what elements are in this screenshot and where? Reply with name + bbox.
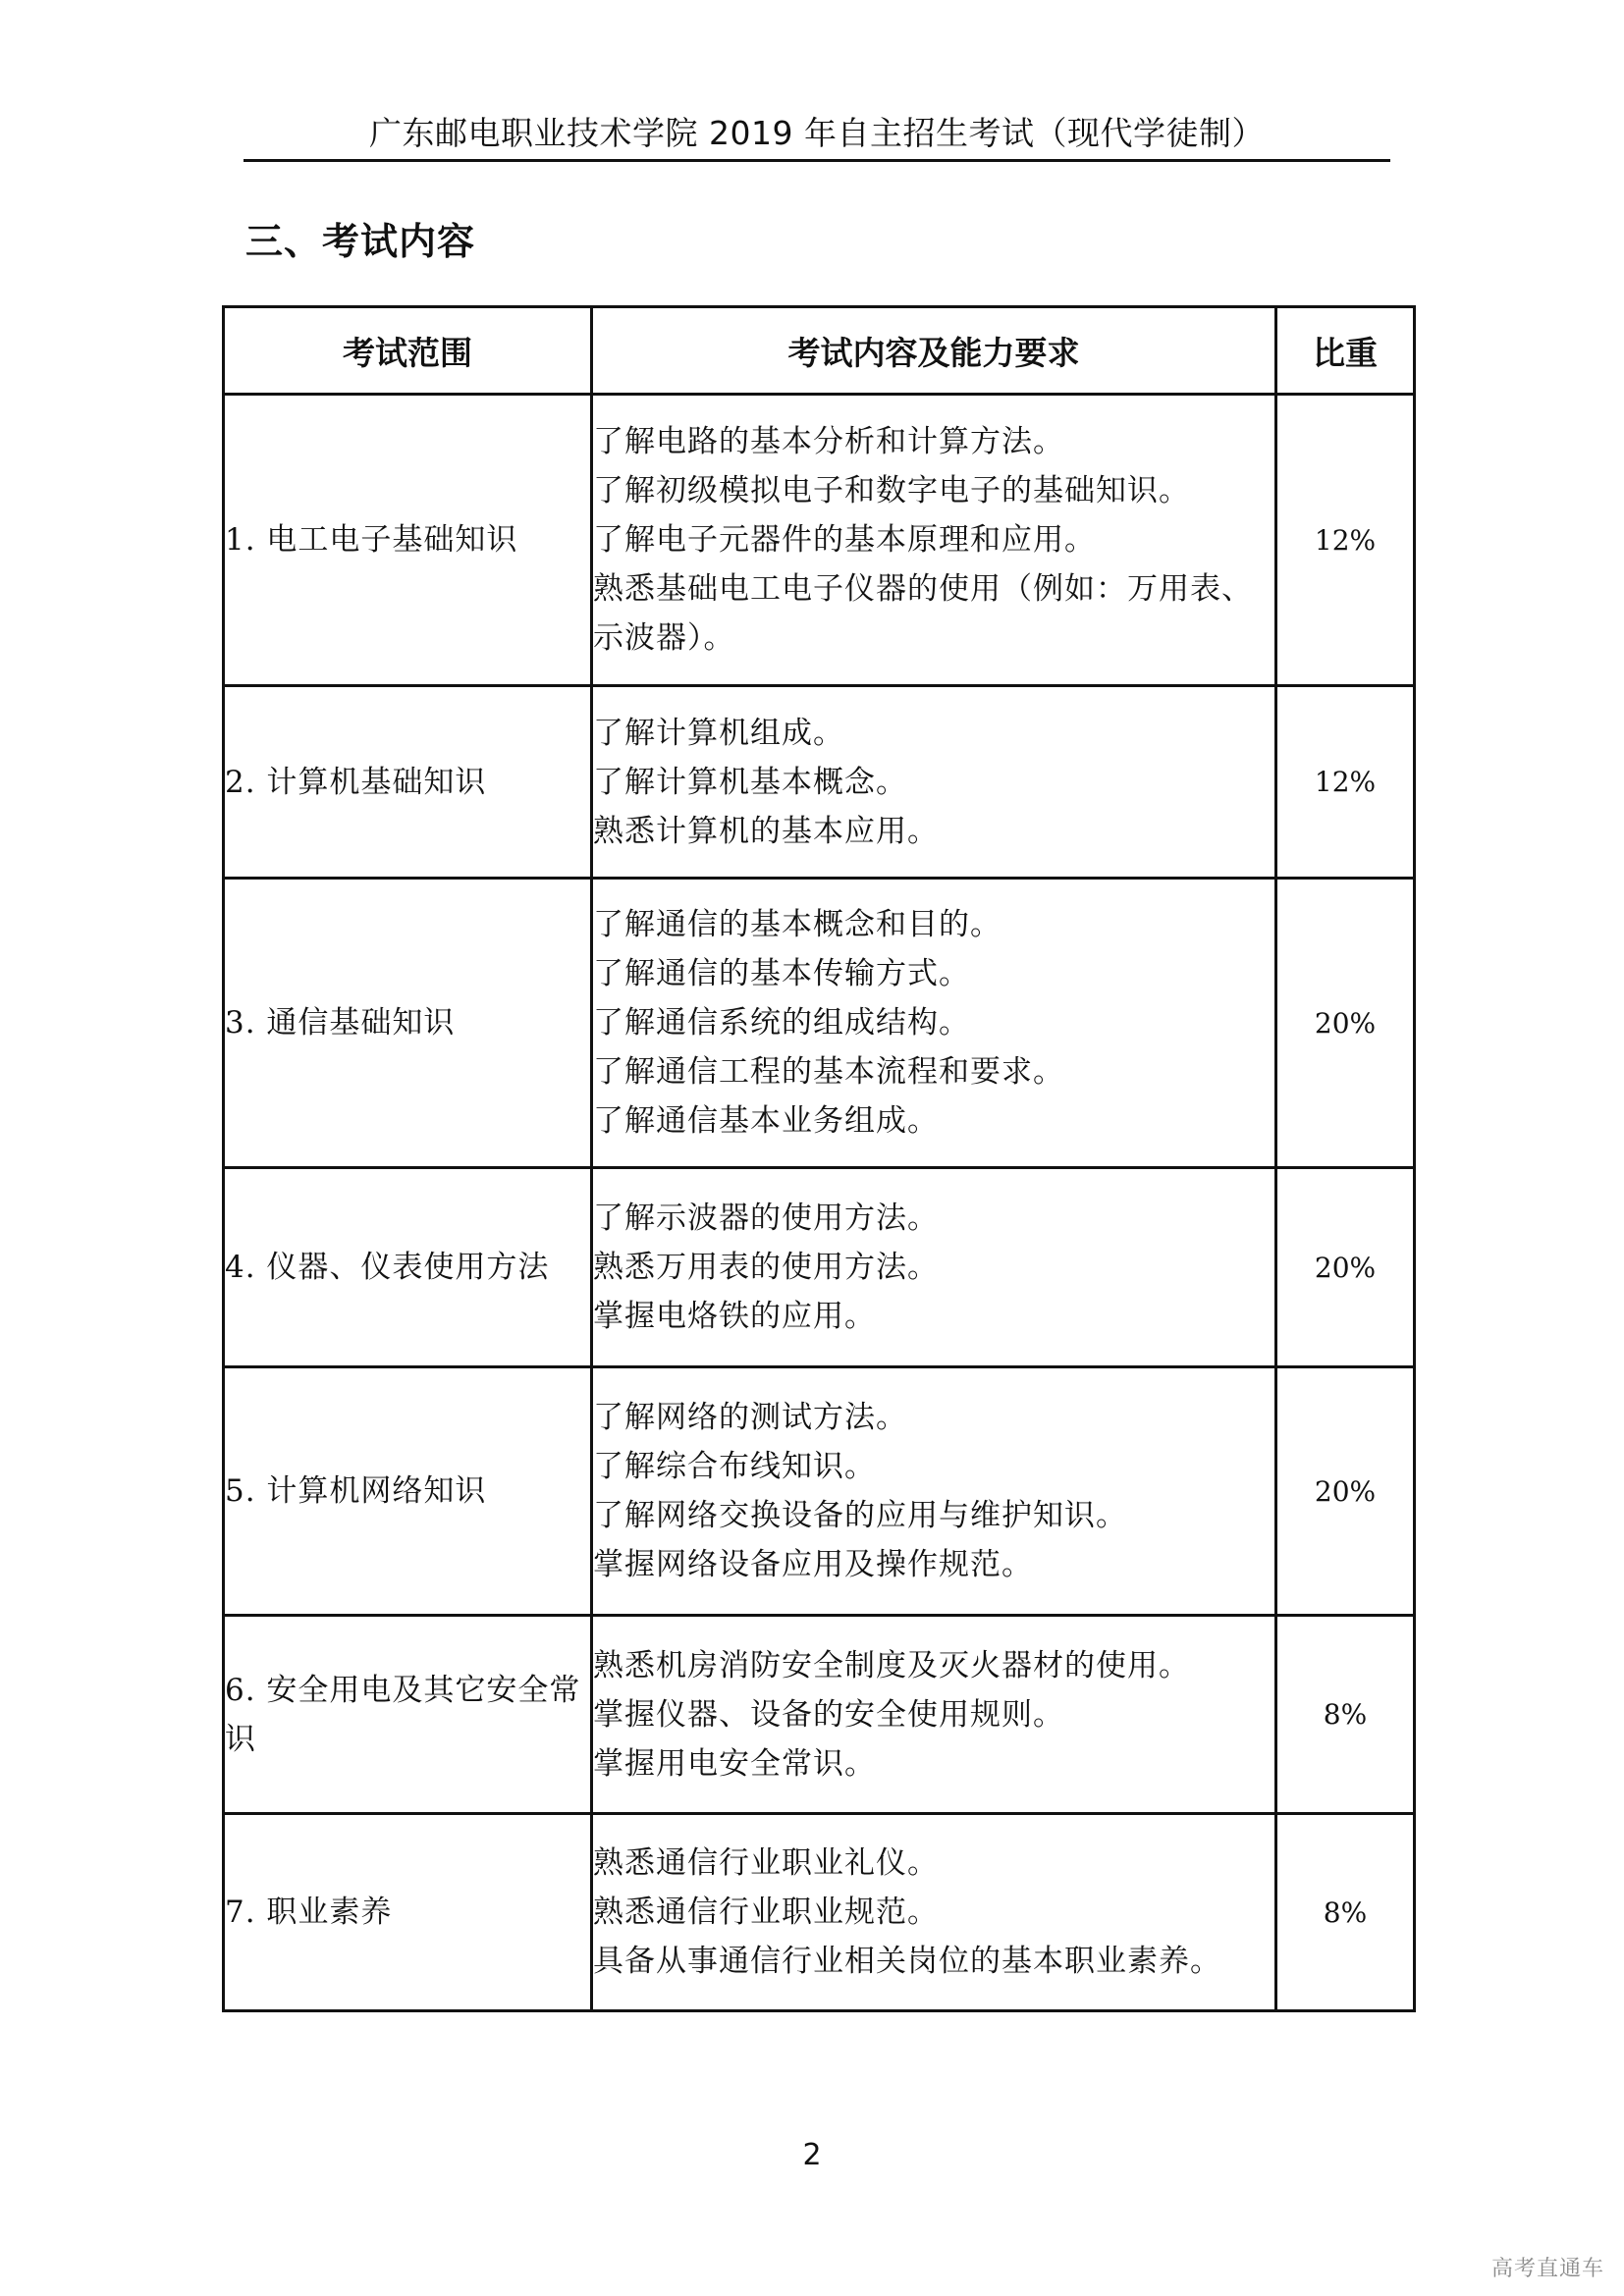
content-item: 了解通信工程的基本流程和要求。 [593, 1054, 1064, 1090]
scope-cell: 6. 安全用电及其它安全常识 [224, 1616, 592, 1814]
table-row [224, 395, 1415, 686]
table-row [224, 1367, 1415, 1616]
content-item: 了解通信的基本传输方式。 [593, 956, 970, 991]
content-item: 了解通信的基本概念和目的。 [593, 907, 1001, 942]
content-item: 了解综合布线知识。 [593, 1449, 876, 1484]
weight-cell: 12% [1276, 395, 1415, 686]
content-item: 熟悉基础电工电子仪器的使用（例如：万用表、示波器）。 [593, 571, 1253, 656]
content-cell [592, 1367, 1276, 1616]
content-item: 熟悉通信行业职业礼仪。 [593, 1845, 939, 1881]
content-cell [592, 1814, 1276, 2011]
content-item: 熟悉通信行业职业规范。 [593, 1895, 939, 1930]
column-header-weight: 比重 [1276, 307, 1415, 395]
table-header-row [224, 307, 1415, 395]
content-item: 熟悉机房消防安全制度及灭火器材的使用。 [593, 1647, 1190, 1683]
table-row [224, 1814, 1415, 2011]
table-row [224, 686, 1415, 879]
weight-cell: 8% [1276, 1616, 1415, 1814]
watermark: 高考直通车 [1490, 2257, 1604, 2281]
content-item: 掌握网络设备应用及操作规范。 [593, 1547, 1033, 1582]
content-item: 了解网络的测试方法。 [593, 1400, 907, 1435]
header-divider [244, 159, 1390, 162]
content-item: 了解初级模拟电子和数字电子的基础知识。 [593, 473, 1190, 508]
weight-cell: 20% [1276, 1168, 1415, 1367]
section-heading: 三、考试内容 [245, 220, 476, 263]
weight-cell: 20% [1276, 1367, 1415, 1616]
content-cell [592, 1168, 1276, 1367]
content-item: 了解网络交换设备的应用与维护知识。 [593, 1498, 1127, 1533]
content-cell [592, 1616, 1276, 1814]
column-header-scope: 考试范围 [224, 307, 592, 395]
page-header-title: 广东邮电职业技术学院 2019 年自主招生考试（现代学徒制） [369, 114, 1265, 152]
content-item: 掌握仪器、设备的安全使用规则。 [593, 1696, 1064, 1733]
table-row [224, 1616, 1415, 1814]
content-item: 了解通信系统的组成结构。 [593, 1005, 970, 1041]
scope-cell: 4. 仪器、仪表使用方法 [224, 1168, 592, 1367]
weight-cell: 8% [1276, 1814, 1415, 2011]
content-item: 了解示波器的使用方法。 [593, 1201, 939, 1236]
content-item: 了解通信基本业务组成。 [593, 1103, 939, 1139]
content-cell [592, 686, 1276, 879]
content-cell [592, 879, 1276, 1168]
weight-cell: 20% [1276, 879, 1415, 1168]
content-item: 熟悉计算机的基本应用。 [593, 813, 939, 849]
page-number: 2 [802, 2138, 822, 2172]
content-item: 掌握电烙铁的应用。 [593, 1299, 876, 1334]
content-item: 具备从事通信行业相关岗位的基本职业素养。 [593, 1944, 1221, 1979]
scope-cell: 5. 计算机网络知识 [224, 1367, 592, 1616]
exam-content-table [222, 305, 1416, 2012]
weight-cell: 12% [1276, 686, 1415, 879]
table-row [224, 1168, 1415, 1367]
content-cell [592, 395, 1276, 686]
content-item: 了解计算机基本概念。 [593, 764, 907, 800]
table-body [224, 395, 1415, 2011]
scope-cell: 3. 通信基础知识 [224, 879, 592, 1168]
scope-cell: 7. 职业素养 [224, 1814, 592, 2011]
scope-cell: 2. 计算机基础知识 [224, 686, 592, 879]
content-item: 了解电子元器件的基本原理和应用。 [593, 522, 1096, 558]
table-row [224, 879, 1415, 1168]
content-item: 了解计算机组成。 [593, 715, 844, 751]
content-item: 熟悉万用表的使用方法。 [593, 1250, 939, 1285]
scope-cell: 1. 电工电子基础知识 [224, 395, 592, 686]
content-item: 了解电路的基本分析和计算方法。 [593, 424, 1064, 459]
column-header-content: 考试内容及能力要求 [592, 307, 1276, 395]
content-item: 掌握用电安全常识。 [593, 1745, 876, 1782]
